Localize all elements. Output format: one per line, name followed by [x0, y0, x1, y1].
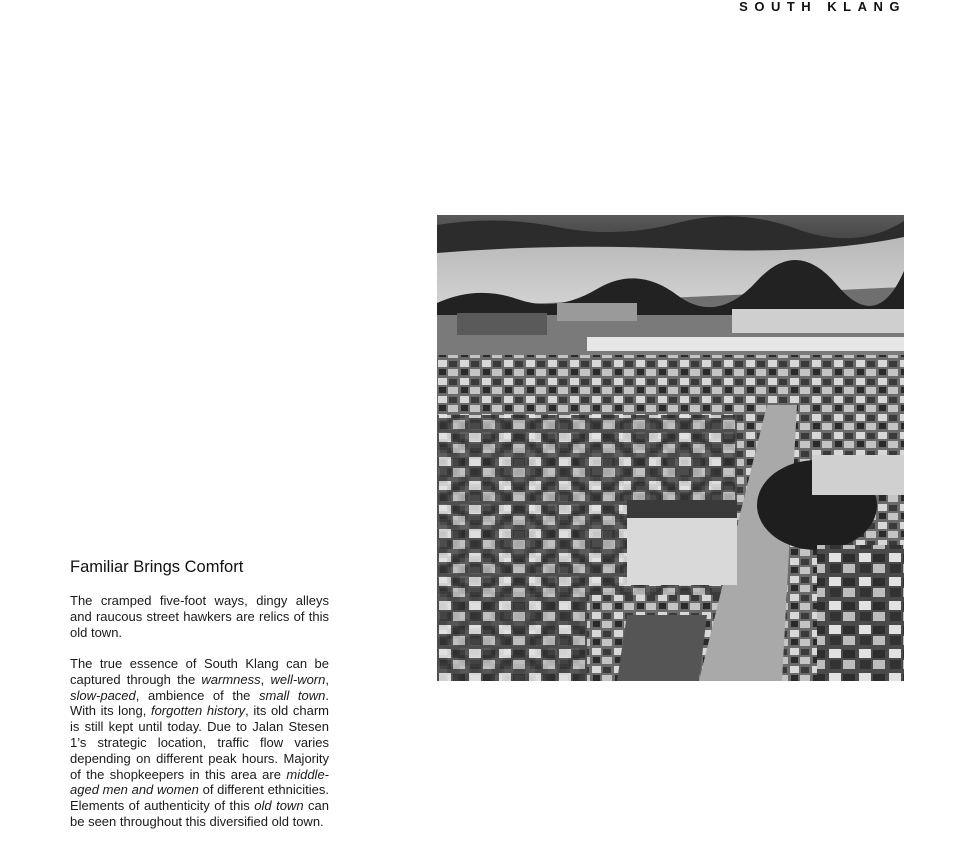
- emphasis-old-town: old town: [254, 798, 304, 814]
- text-run: ,: [325, 671, 329, 687]
- page-header-title: SOUTH KLANG: [739, 0, 906, 14]
- text-run: The true essence of South Klang can be captured through the: [70, 656, 329, 687]
- text-run: can be seen throughout this diversified old town.: [70, 798, 330, 829]
- article-heading: Familiar Brings Comfort: [70, 558, 244, 576]
- emphasis-warmness: warmness: [201, 671, 261, 687]
- text-run: ,: [260, 671, 271, 687]
- emphasis-middle-aged: middle-aged men and women: [70, 766, 329, 798]
- text-run: of different ethnicities. Elements of authenticity of this: [70, 782, 329, 814]
- emphasis-slow-paced: slow-paced: [70, 687, 136, 703]
- emphasis-forgotten-history: forgotten history: [150, 703, 246, 719]
- text-run: , ambience of the: [135, 687, 259, 703]
- emphasis-small-town: small town: [258, 687, 326, 703]
- text-run: . With its long,: [70, 687, 329, 719]
- text-run: , its old charm is still kept until today. Due to Jalan Stesen 1’s strategic location, traffic flow varies depending on different peak hours. Majority of the shopkeepers in this area are: [70, 703, 329, 782]
- article-paragraph-1: The cramped five-foot ways, dingy alleys and raucous street hawkers are relics of this old town.: [70, 593, 329, 640]
- aerial-photo-icon: [437, 215, 904, 681]
- article-paragraph-2: [70, 656, 329, 830]
- aerial-photo: [437, 215, 904, 681]
- emphasis-well-worn: well-worn: [270, 671, 326, 687]
